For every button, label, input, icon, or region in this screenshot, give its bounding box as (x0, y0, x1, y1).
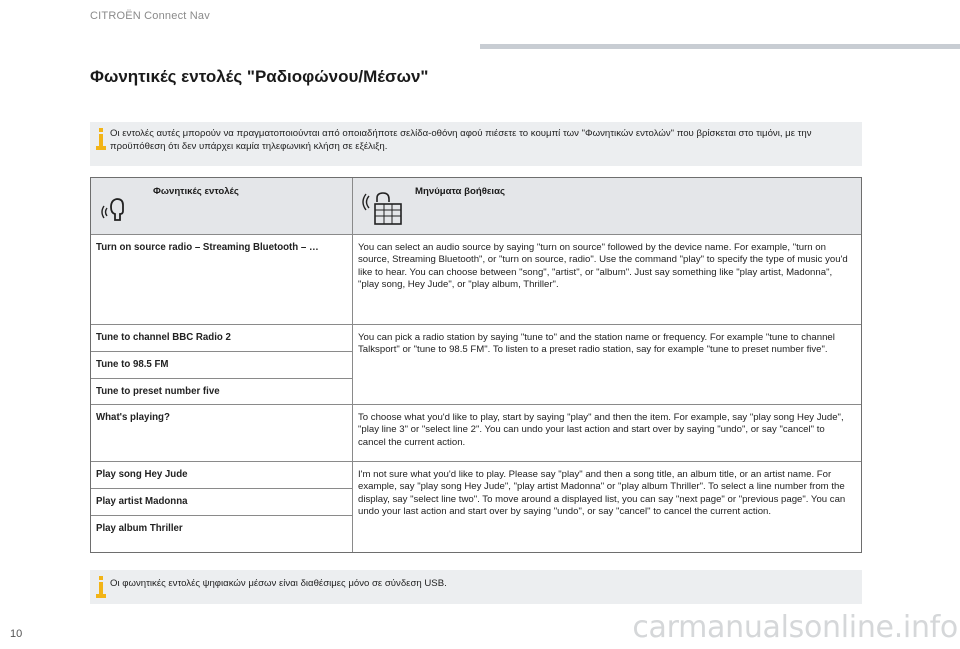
help-text: You can pick a radio station by saying "tune to" and the station name or frequency. For example "tune to channel Talksport" or "tune to 98.5 FM". To listen to a preset radio station, say for example "tune to preset number five". (358, 332, 835, 356)
watermark: carmanualsonline.info (632, 610, 958, 645)
info-icon (96, 576, 106, 598)
table-header-commands (91, 178, 353, 235)
info-note-bottom (90, 570, 862, 604)
voice-help-icon (361, 190, 403, 226)
help-cell (353, 235, 861, 325)
table-row (91, 325, 353, 352)
table-row (91, 235, 353, 325)
help-cell (353, 325, 861, 405)
help-cell (353, 405, 861, 462)
voice-command-icon (101, 194, 135, 224)
info-note-text: Οι φωνητικές εντολές ψηφιακών μέσων είναι διαθέσιμες μόνο σε σύνδεση USB. (110, 578, 447, 589)
info-note-top (90, 122, 862, 166)
command-text: Play artist Madonna (96, 496, 188, 507)
header-help-label: Μηνύματα βοήθειας (415, 186, 505, 197)
command-text: Tune to preset number five (96, 386, 220, 397)
help-text: To choose what you'd like to play, start by saying "play" and then the item. For example, say "play song Hey Jude", "play line 3" or "select line 2". You can undo your last action and start over by saying "undo", or say "cancel" to cancel the current action. (358, 412, 844, 448)
command-text: Play song Hey Jude (96, 469, 188, 480)
command-text: What's playing? (96, 412, 170, 423)
help-text: I'm not sure what you'd like to play. Please say "play" and then a song title, an album title, or an artist name. For example, say "play song Hey Jude", "play artist Madonna" or "play album Thriller". To select a line number from the display, say "select line two". To move around a displayed list, you can say "next page" or "previous page". You can undo your last action and start over by saying "undo", or say "cancel" to cancel the current action. (358, 469, 846, 517)
header-brand: CITROËN Connect Nav (90, 10, 210, 22)
command-text: Tune to 98.5 FM (96, 359, 169, 370)
help-cell (353, 462, 861, 552)
command-text: Tune to channel BBC Radio 2 (96, 332, 231, 343)
command-text: Turn on source radio – Streaming Bluetooth – … (96, 242, 319, 253)
table-row (91, 516, 353, 552)
table-row (91, 462, 353, 489)
table-row (91, 489, 353, 516)
table-row (91, 379, 353, 405)
page-number: 10 (10, 628, 23, 640)
help-text: You can select an audio source by saying "turn on source" followed by the device name. For example, "turn on source, Streaming Bluetooth", or "turn on source, radio". Use the command "play" to specify the type of music you'd like to hear. You can choose between "song", "artist", or "album". Just say something like "play artist, Madonna", "play song, Hey Jude", or "play album, Thriller". (358, 242, 848, 290)
header-commands-label: Φωνητικές εντολές (153, 186, 239, 197)
header-divider (480, 44, 960, 49)
table-row (91, 352, 353, 379)
info-icon (96, 128, 106, 150)
page-title: Φωνητικές εντολές "Ραδιοφώνου/Μέσων" (90, 67, 429, 86)
info-note-text: Οι εντολές αυτές μπορούν να πραγματοποιούνται από οποιαδήποτε σελίδα-οθόνη αφού πιέσετε το κουμπί των "Φωνητικών εντολών" που βρίσκεται στο τιμόνι, με την προϋπόθεση ότι δεν υπάρχει καμία τηλεφωνική κλήση σε εξέλιξη. (110, 128, 812, 152)
table-row (91, 405, 353, 462)
command-text: Play album Thriller (96, 523, 183, 534)
voice-commands-table (90, 177, 862, 553)
table-header-help (353, 178, 861, 235)
